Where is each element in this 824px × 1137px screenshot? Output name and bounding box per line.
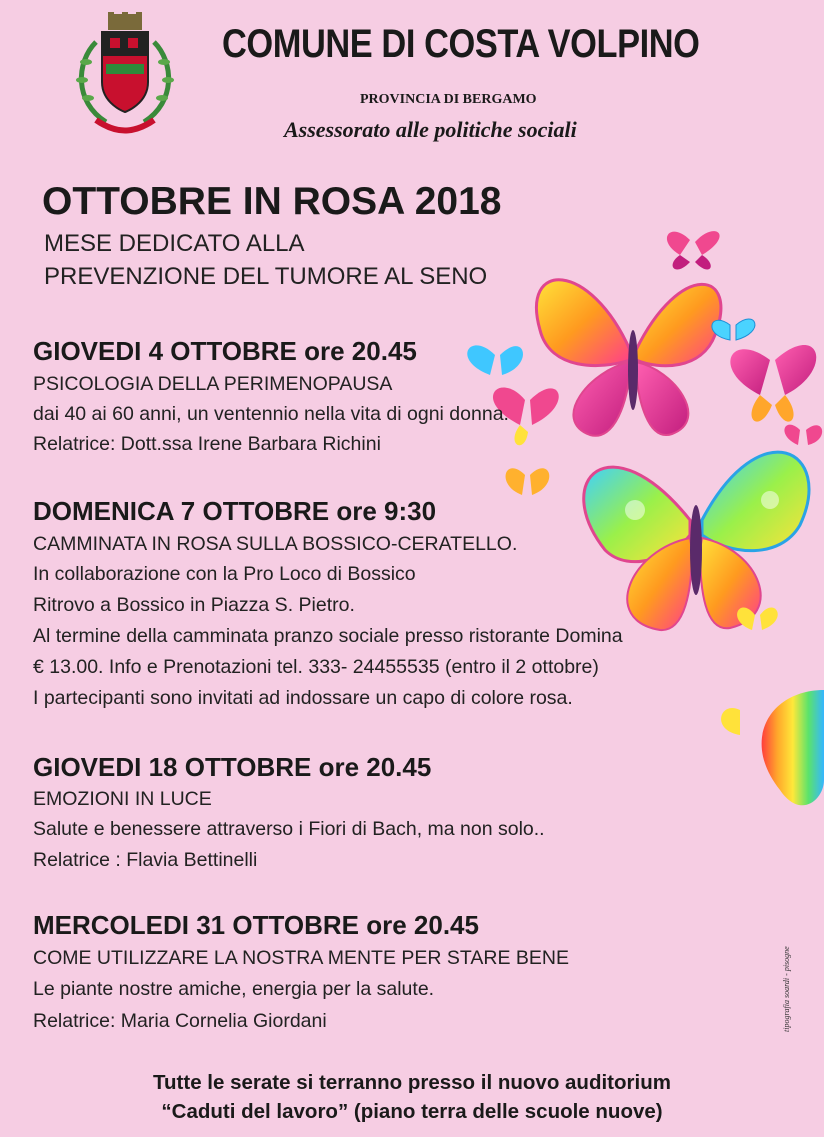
event-line: Salute e benessere attraverso i Fiori di Bach, ma non solo.. [33,818,545,840]
footer-line-1: Tutte le serate si terranno presso il nuovo auditorium [153,1071,671,1094]
event-line: In collaborazione con la Pro Loco di Bossico [33,563,416,585]
subtitle-line-2: PREVENZIONE DEL TUMORE AL SENO [44,263,488,290]
event-heading: MERCOLEDI 31 OTTOBRE ore 20.45 [33,910,479,940]
butterfly-blue-left [467,345,523,375]
butterfly-small-pink-top [667,231,720,269]
province-name: PROVINCIA DI BERGAMO [360,92,537,107]
event-line: Al termine della camminata pranzo sociale presso ristorante Domina [33,625,623,647]
butterfly-magenta-right [730,345,816,422]
butterfly-small-blue [712,319,755,340]
event-line: I partecipanti sono invitati ad indossare un capo di colore rosa. [33,687,573,709]
event-line: Relatrice: Dott.ssa Irene Barbara Richini [33,433,381,455]
butterfly-large-middle [584,452,809,630]
subtitle-line-1: MESE DEDICATO ALLA [44,230,305,257]
event-line: Ritrovo a Bossico in Piazza S. Pietro. [33,594,355,616]
footer-line-2: “Caduti del lavoro” (piano terra delle scuole nuove) [161,1100,663,1123]
event-line: Relatrice: Maria Cornelia Giordani [33,1010,327,1032]
municipality-name: COMUNE DI COSTA VOLPINO [222,22,700,66]
event-line: Le piante nostre amiche, energia per la salute. [33,978,435,1000]
department-name: Assessorato alle politiche sociali [284,117,577,142]
event-line: EMOZIONI IN LUCE [33,788,212,810]
butterfly-orange-small [506,468,550,495]
poster-title: OTTOBRE IN ROSA 2018 [42,180,502,223]
event-line: dai 40 ai 60 anni, un ventennio nella vita di ogni donna. [33,403,509,425]
butterfly-large-top [536,280,720,436]
event-heading: GIOVEDI 18 OTTOBRE ore 20.45 [33,752,432,782]
event-line: CAMMINATA IN ROSA SULLA BOSSICO-CERATELLO. [33,533,518,555]
event-line: COME UTILIZZARE LA NOSTRA MENTE PER STARE BENE [33,947,569,969]
butterfly-rainbow-bottom [721,690,824,805]
butterflies-illustration [440,220,824,830]
coat-of-arms-icon [66,12,184,138]
event-heading: DOMENICA 7 OTTOBRE ore 9:30 [33,496,437,526]
butterfly-pink-edge [784,425,822,445]
event-line: € 13.00. Info e Prenotazioni tel. 333- 24455535 (entro il 2 ottobre) [33,656,599,678]
printer-credit: tipografia soardi - pisogne [782,946,791,1032]
event-line: Relatrice : Flavia Bettinelli [33,849,258,871]
event-line: PSICOLOGIA DELLA PERIMENOPAUSA [33,373,393,395]
event-heading: GIOVEDI 4 OTTOBRE ore 20.45 [33,336,417,366]
